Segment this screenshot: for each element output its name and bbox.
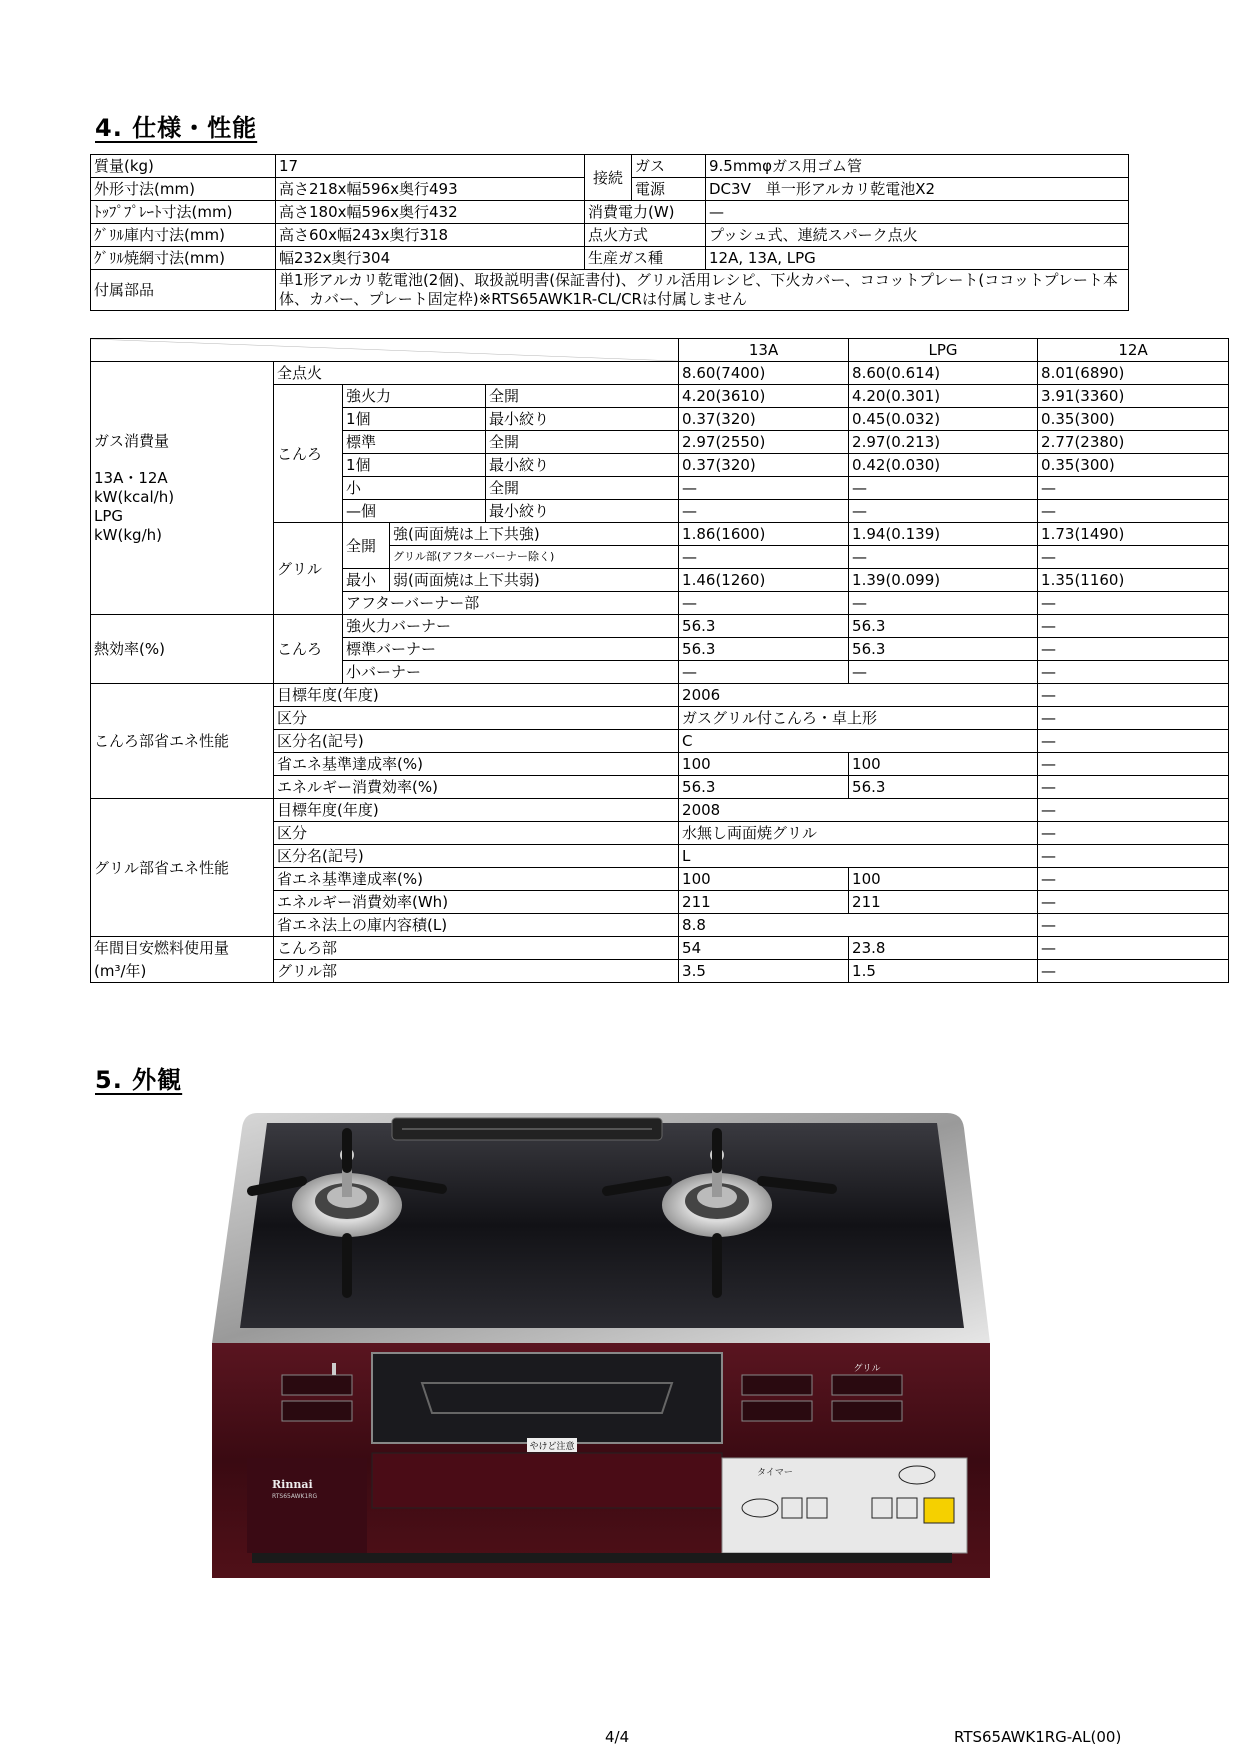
cell: — <box>1038 914 1229 937</box>
cell: — <box>679 500 849 523</box>
konro-eco-group: こんろ部省エネ性能 <box>91 684 274 799</box>
cell: — <box>1038 707 1229 730</box>
fuel-grill-label: グリル部 <box>274 960 679 983</box>
left-panel <box>247 1458 367 1553</box>
gas-value: 9.5mmφガス用ゴム管 <box>706 155 1129 178</box>
cell: 211 <box>679 891 849 914</box>
grill-inner-label: ｸﾞﾘﾙ庫内寸法(mm) <box>91 224 276 247</box>
power-value: DC3V 単一形アルカリ乾電池X2 <box>706 178 1129 201</box>
one-label: 1個 <box>343 454 486 477</box>
cell: 1.5 <box>849 960 1038 983</box>
cell: — <box>1038 477 1229 500</box>
cell: 100 <box>679 868 849 891</box>
cell: 8.60(7400) <box>679 362 849 385</box>
cell: — <box>1038 500 1229 523</box>
cell: 1.35(1160) <box>1038 569 1229 592</box>
konro-eco-catname: C <box>679 730 1038 753</box>
grill-full-open-label: 全開 <box>343 523 390 569</box>
cell: 100 <box>679 753 849 776</box>
grill-eco-vol-label: 省エネ法上の庫内容積(L) <box>274 914 679 937</box>
cell: — <box>1038 960 1229 983</box>
cell: 1.94(0.139) <box>849 523 1038 546</box>
diagonal-line <box>91 339 678 361</box>
svg-text:Rinnai: Rinnai <box>272 1478 313 1491</box>
section-5-title: 5. 外観 <box>95 1066 183 1094</box>
production-gas-value: 12A, 13A, LPG <box>706 247 1129 270</box>
accessories-value: 単1形アルカリ乾電池(2個)、取扱説明書(保証書付)、グリル活用レシピ、下火カバー、ココットプレート(ココットプレート本体、カバー、プレート固定枠)※RTS65AWK1R-CL/CRは付属しません <box>276 270 1129 311</box>
grill-net-label: ｸﾞﾘﾙ焼網寸法(mm) <box>91 247 276 270</box>
connection-label: 接続 <box>585 155 632 201</box>
konro-eco-cat: ガスグリル付こんろ・卓上形 <box>679 707 1038 730</box>
cell: — <box>849 500 1038 523</box>
outer-dim-label: 外形寸法(mm) <box>91 178 276 201</box>
cell: 1.46(1260) <box>679 569 849 592</box>
mass-value: 17 <box>276 155 585 178</box>
fuel-group-unit: (m³/年) <box>91 960 274 983</box>
cell: 56.3 <box>679 615 849 638</box>
cell: — <box>1038 937 1229 960</box>
section-4-title: 4. 仕様・性能 <box>95 114 258 142</box>
cell: — <box>1038 845 1229 868</box>
cell: 56.3 <box>679 638 849 661</box>
strong-label: 強火力 <box>343 385 486 408</box>
gas-unit-line-1: 13A・12A <box>94 468 168 487</box>
cell: 8.01(6890) <box>1038 362 1229 385</box>
one-label: 1個 <box>343 408 486 431</box>
grill-inner-value: 高さ60x幅243x奥行318 <box>276 224 585 247</box>
konro-eco-catname-label: 区分名(記号) <box>274 730 679 753</box>
cell: 0.37(320) <box>679 408 849 431</box>
col-header-12a: 12A <box>1038 339 1229 362</box>
power-consumption-value: — <box>706 201 1129 224</box>
gas-consumption-group <box>91 362 274 615</box>
konro-eco-eff-label: エネルギー消費効率(%) <box>274 776 679 799</box>
grill-door <box>372 1353 722 1443</box>
cell: — <box>1038 546 1229 569</box>
cell: — <box>679 546 849 569</box>
fuel-group-title: 年間目安燃料使用量 <box>91 937 274 960</box>
col-header-lpg: LPG <box>849 339 1038 362</box>
grill-eco-group: グリル部省エネ性能 <box>91 799 274 937</box>
cell: 100 <box>849 868 1038 891</box>
ignition-value: プッシュ式、連続スパーク点火 <box>706 224 1129 247</box>
grill-min-label: 最小 <box>343 569 390 592</box>
cell: — <box>679 477 849 500</box>
svg-text:やけど注意: やけど注意 <box>529 1442 575 1452</box>
cell: 1.39(0.099) <box>849 569 1038 592</box>
thermal-row-label: 標準バーナー <box>343 638 679 661</box>
cell: 0.35(300) <box>1038 408 1229 431</box>
cell: 56.3 <box>849 638 1038 661</box>
grill-label: グリル <box>274 523 343 615</box>
grill-eco-catname-label: 区分名(記号) <box>274 845 679 868</box>
cell: 2.97(2550) <box>679 431 849 454</box>
cell: 8.60(0.614) <box>849 362 1038 385</box>
cell: — <box>1038 799 1229 822</box>
performance-table <box>90 338 1229 983</box>
grill-eco-year: 2008 <box>679 799 1038 822</box>
konro-eco-year: 2006 <box>679 684 1038 707</box>
power-consumption-label: 消費電力(W) <box>585 201 706 224</box>
cell: — <box>849 546 1038 569</box>
mass-label: 質量(kg) <box>91 155 276 178</box>
top-plate-label: ﾄｯﾌﾟﾌﾟﾚｰﾄ寸法(mm) <box>91 201 276 224</box>
small-label: 小 <box>343 477 486 500</box>
cell: — <box>849 477 1038 500</box>
standard-label: 標準 <box>343 431 486 454</box>
col-header-13a: 13A <box>679 339 849 362</box>
cell: 23.8 <box>849 937 1038 960</box>
full-open-label: 全開 <box>486 385 679 408</box>
konro-eco-rate-label: 省エネ基準達成率(%) <box>274 753 679 776</box>
gas-label: ガス <box>632 155 706 178</box>
page-number: 4/4 <box>605 1728 630 1746</box>
full-open-label: 全開 <box>486 477 679 500</box>
all-fire-label: 全点火 <box>274 362 679 385</box>
thermal-konro-label: こんろ <box>274 615 343 684</box>
cell: 4.20(3610) <box>679 385 849 408</box>
cell: — <box>1038 776 1229 799</box>
grill-eco-year-label: 目標年度(年度) <box>274 799 679 822</box>
one-dash-label: —個 <box>343 500 486 523</box>
thermal-efficiency-group: 熱効率(%) <box>91 615 274 684</box>
cooktop-illustration <box>212 1113 992 1583</box>
cell: 100 <box>849 753 1038 776</box>
grill-eco-rate-label: 省エネ基準達成率(%) <box>274 868 679 891</box>
cell: 0.35(300) <box>1038 454 1229 477</box>
cell: — <box>849 661 1038 684</box>
cell: 1.73(1490) <box>1038 523 1229 546</box>
document-id: RTS65AWK1RG-AL(00) <box>954 1728 1122 1746</box>
grill-eco-cat: 水無し両面焼グリル <box>679 822 1038 845</box>
cell: 0.37(320) <box>679 454 849 477</box>
cell: — <box>679 661 849 684</box>
cell: — <box>1038 615 1229 638</box>
min-valve-label: 最小絞り <box>486 500 679 523</box>
grill-net-value: 幅232x奥行304 <box>276 247 585 270</box>
min-valve-label: 最小絞り <box>486 408 679 431</box>
cell: 3.5 <box>679 960 849 983</box>
cell: — <box>1038 592 1229 615</box>
full-open-label: 全開 <box>486 431 679 454</box>
grill-eco-catname: L <box>679 845 1038 868</box>
ignition-label: 点火方式 <box>585 224 706 247</box>
cell: — <box>1038 753 1229 776</box>
cell: 211 <box>849 891 1038 914</box>
spec-table <box>90 154 1129 311</box>
cell: 2.77(2380) <box>1038 431 1229 454</box>
cell: — <box>1038 638 1229 661</box>
cell: — <box>1038 684 1229 707</box>
afterburner-label: アフターバーナー部 <box>343 592 679 615</box>
cell: 1.86(1600) <box>679 523 849 546</box>
cell: 54 <box>679 937 849 960</box>
cell: — <box>1038 661 1229 684</box>
grill-eco-eff-label: エネルギー消費効率(Wh) <box>274 891 679 914</box>
cell: — <box>849 592 1038 615</box>
cell: — <box>1038 891 1229 914</box>
konro-eco-year-label: 目標年度(年度) <box>274 684 679 707</box>
cell: 4.20(0.301) <box>849 385 1038 408</box>
fuel-konro-label: こんろ部 <box>274 937 679 960</box>
min-valve-label: 最小絞り <box>486 454 679 477</box>
cell: 56.3 <box>849 776 1038 799</box>
grill-strong-label: 強(両面焼は上下共強) <box>390 523 679 546</box>
cell: 56.3 <box>679 776 849 799</box>
production-gas-label: 生産ガス種 <box>585 247 706 270</box>
header-diagonal-cell <box>91 339 679 362</box>
thermal-row-label: 強火力バーナー <box>343 615 679 638</box>
gas-unit-line-4: kW(kg/h) <box>94 525 162 544</box>
grill-handle <box>372 1453 722 1508</box>
svg-text:RTS65AWK1RG: RTS65AWK1RG <box>272 1493 318 1500</box>
cell: — <box>679 592 849 615</box>
thermal-row-label: 小バーナー <box>343 661 679 684</box>
cell: 0.42(0.030) <box>849 454 1038 477</box>
cell: — <box>1038 868 1229 891</box>
cell: 2.97(0.213) <box>849 431 1038 454</box>
outer-dim-value: 高さ218x幅596x奥行493 <box>276 178 585 201</box>
cell: — <box>1038 730 1229 753</box>
svg-text:グリル: グリル <box>853 1364 881 1374</box>
cell: 3.91(3360) <box>1038 385 1229 408</box>
gas-unit-line-2: kW(kcal/h) <box>94 487 175 506</box>
grill-eco-vol: 8.8 <box>679 914 1038 937</box>
cell: — <box>1038 822 1229 845</box>
grill-eco-cat-label: 区分 <box>274 822 679 845</box>
gas-consumption-title: ガス消費量 <box>94 431 170 450</box>
grill-ex-afterburner-label: グリル部(アフターバーナー除く) <box>390 546 679 569</box>
accessories-label: 付属部品 <box>91 270 276 311</box>
power-label: 電源 <box>632 178 706 201</box>
cell: 0.45(0.032) <box>849 408 1038 431</box>
konro-eco-cat-label: 区分 <box>274 707 679 730</box>
svg-text:タイマー: タイマー <box>757 1468 793 1478</box>
gas-unit-line-3: LPG <box>94 506 124 525</box>
cell: 56.3 <box>849 615 1038 638</box>
konro-label: こんろ <box>274 385 343 523</box>
top-plate-value: 高さ180x幅596x奥行432 <box>276 201 585 224</box>
grill-weak-label: 弱(両面焼は上下共弱) <box>390 569 679 592</box>
